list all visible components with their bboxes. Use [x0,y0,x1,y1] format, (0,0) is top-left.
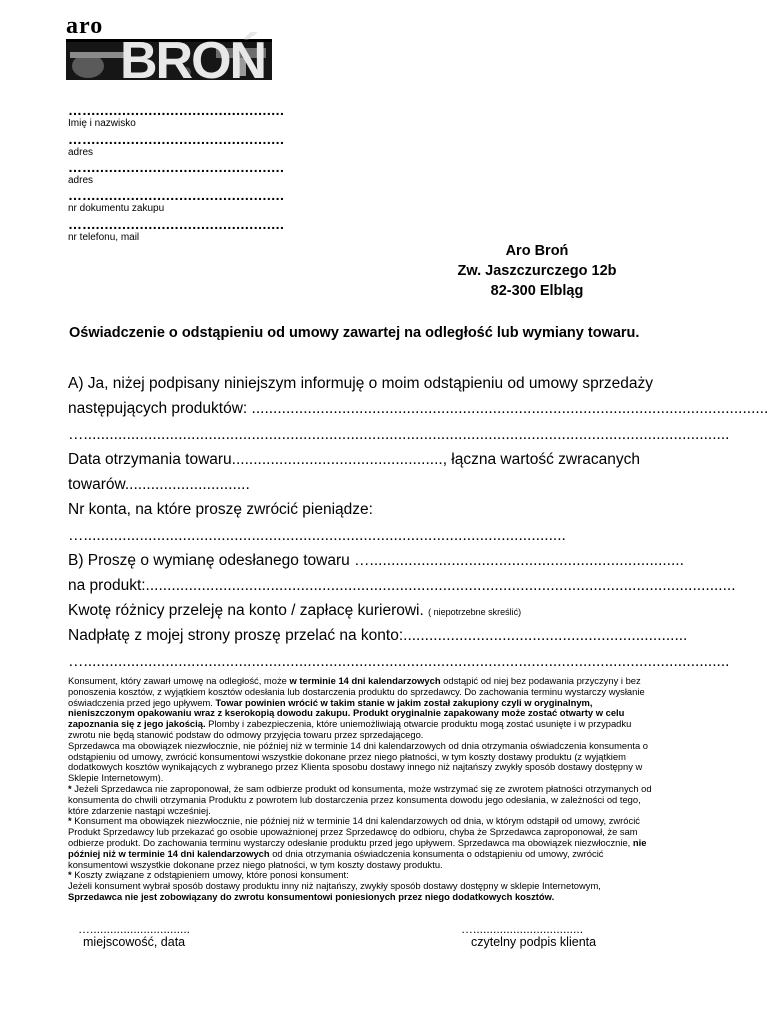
body-line-5: towarów............................. [68,476,250,493]
body-line-9: na produkt:......................................................................................................................................... [68,577,736,594]
body-line-8: B) Proszę o wymianę odesłanego towaru …......................................................................... [68,552,684,569]
body-line-1: A) Ja, niżej podpisany niniejszym informuję o moim odstąpieniu od umowy sprzedaży [68,375,653,392]
terms-text-span: Konsument, który zawarł umowę na odległość, może [68,675,290,686]
sender-document-dots: ….............................................. [68,187,285,203]
terms-paragraph: Jeżeli konsument wybrał sposób dostawy produktu inny niż najtańszy, zwykły sposób dostawy dostępny w sklepie Internetowym, [68,880,601,892]
sender-name-label: Imię i nazwisko [68,118,136,129]
terms-bold-span: nie później niż w terminie 14 dni kalendarzowych [68,836,647,859]
body-line-11: Nadpłatę z mojej strony proszę przelać na konto:.................................................................. [68,627,688,644]
body-line-2: następujących produktów: ........................................................................................................................ [68,400,768,417]
terms-text [68,676,654,903]
recipient-city: 82-300 Elbląg [490,283,584,299]
logo-banner [66,32,272,90]
terms-text-span: Jeżeli Sprzedawca nie zaproponował, że sam odbierze produkt od konsumenta, może wstrzymać się ze zwrotem płatności otrzymanych od konsumenta do chwili otrzymania Produktu z powrotem lub dostarczenia przez konsumenta dowodu jego odesłania, w zależności od tego, które zdarzenie nastąpi wcześniej. [68,782,652,816]
terms-paragraph [68,892,654,903]
recipient-name: Aro Broń [505,243,569,259]
logo-top-text: aro [66,13,104,39]
sender-address1-label: adres [68,147,94,158]
asterisk: * [68,782,72,794]
terms-bold-span: Towar powinien wrócić w takim stanie w jakim został zakupiony czyli w oryginalnym, nieniszczonym opakowaniu wraz z kserokopią dowodu zakupu. Produkt oryginalnie zapakowany może zostać otwarty w celu zapoznania się z jego jakością. [68,696,625,730]
terms-paragraph [68,676,654,741]
terms-text-span: Plomby i zabezpieczenia, które uniemożliwiają otwarcie produktu mogą zostać usunięte i w przypadku zwrotu nie będą stanowić podstaw do odmowy przyjęcia towaru przez sprzedającego. [68,718,632,740]
terms-text-span: Koszty związane z odstąpieniem umowy, które ponosi konsument: [71,869,349,881]
strike-note: ( niepotrzebne skreślić) [428,607,522,617]
place-date-label: miejscowość, data [83,935,186,949]
sender-address2-label: adres [68,175,94,186]
terms-paragraph [68,816,654,870]
sender-document-label: nr dokumentu zakupu [68,203,165,214]
company-logo [66,13,272,90]
place-date-dots: ….............................. [78,922,191,936]
terms-text-span: od dnia otrzymania oświadczenia konsumenta o odstąpieniu od umowy, zwrócić konsumentowi wszystkie dokonane przez niego płatności, w tym koszty dostawy produktu. [68,847,604,870]
body-line-4: Data otrzymania towaru................................................., łączna wartość zwracanych [68,451,640,468]
recipient-address [420,241,654,301]
payment-choice-text: Kwotę różnicy przeleję na konto / zapłacę kurierowi. [68,602,424,619]
body-line-7: …................................................................................................................ [68,527,566,544]
sender-name-dots: ….............................................. [68,102,285,118]
asterisk: * [68,815,72,827]
terms-text-span: Konsument ma obowiązek niezwłocznie, nie później niż w terminie 14 dni kalendarzowych od dnia, w którym odstąpił od umowy, zwrócić Produkt Sprzedawcy lub przekazać go osobie upoważnionej przez Sprzedawcę do odbioru, chyba że Sprzedawca zaproponował, że sam odbierze produkt. Do zachowania terminu wystarczy odesłanie produktu przed jego upływem. Sprzedawca ma obowiązek niezwłocznie, [68,815,640,848]
document-title: Oświadczenie o odstąpieniu od umowy zawartej na odległość lub wymiany towaru. [69,325,640,341]
asterisk: * [68,869,72,881]
terms-paragraph [68,784,654,816]
sender-contact-dots: ….............................................. [68,216,285,232]
body-line-12: …...................................................................................................................................................... [68,653,730,670]
terms-bold-span: Sprzedawca nie jest zobowiązany do zwrotu konsumentowi poniesionych przez niego dodatkowych kosztów. [68,890,555,902]
sender-contact-label: nr telefonu, mail [68,232,140,243]
logo-main-text: BROŃ [120,32,266,90]
signature-dots: …................................. [461,922,584,936]
terms-bold-span: w terminie 14 dni kalendarzowych [289,675,441,686]
body-line-3: …...................................................................................................................................................... [68,426,730,443]
terms-paragraph: Sprzedawca ma obowiązek niezwłocznie, nie później niż w terminie 14 dni kalendarzowych od dnia otrzymania oświadczenia konsumenta o odstąpieniu od umowy, zwrócić konsumentowi wszystkie dokonane przez niego płatności, w tym koszty dostawy produktu (z wyjątkiem dodatkowych kosztów wynikających z wybranego przez Klienta sposobu dostawy innego niż najtańszy zwykły sposób dostawy dostępny w Sklepie Internetowym). [68,739,648,784]
recipient-street: Zw. Jaszczurczego 12b [457,263,617,279]
sender-address1-dots: ….............................................. [68,131,285,147]
body-line-10 [68,599,652,624]
terms-text-span: odstąpić od niej bez podawania przyczyny i bez ponoszenia kosztów, z wyjątkiem kosztów odesłania lub dostarczenia produktu do sprzedawcy. Do zachowania terminu wystarczy wysłanie oświadczenia przed jego upływem. [68,675,645,708]
body-line-6: Nr konta, na które proszę zwrócić pieniądze: [68,501,373,518]
signature-label: czytelny podpis klienta [471,935,597,949]
sender-address2-dots: ….............................................. [68,159,285,175]
